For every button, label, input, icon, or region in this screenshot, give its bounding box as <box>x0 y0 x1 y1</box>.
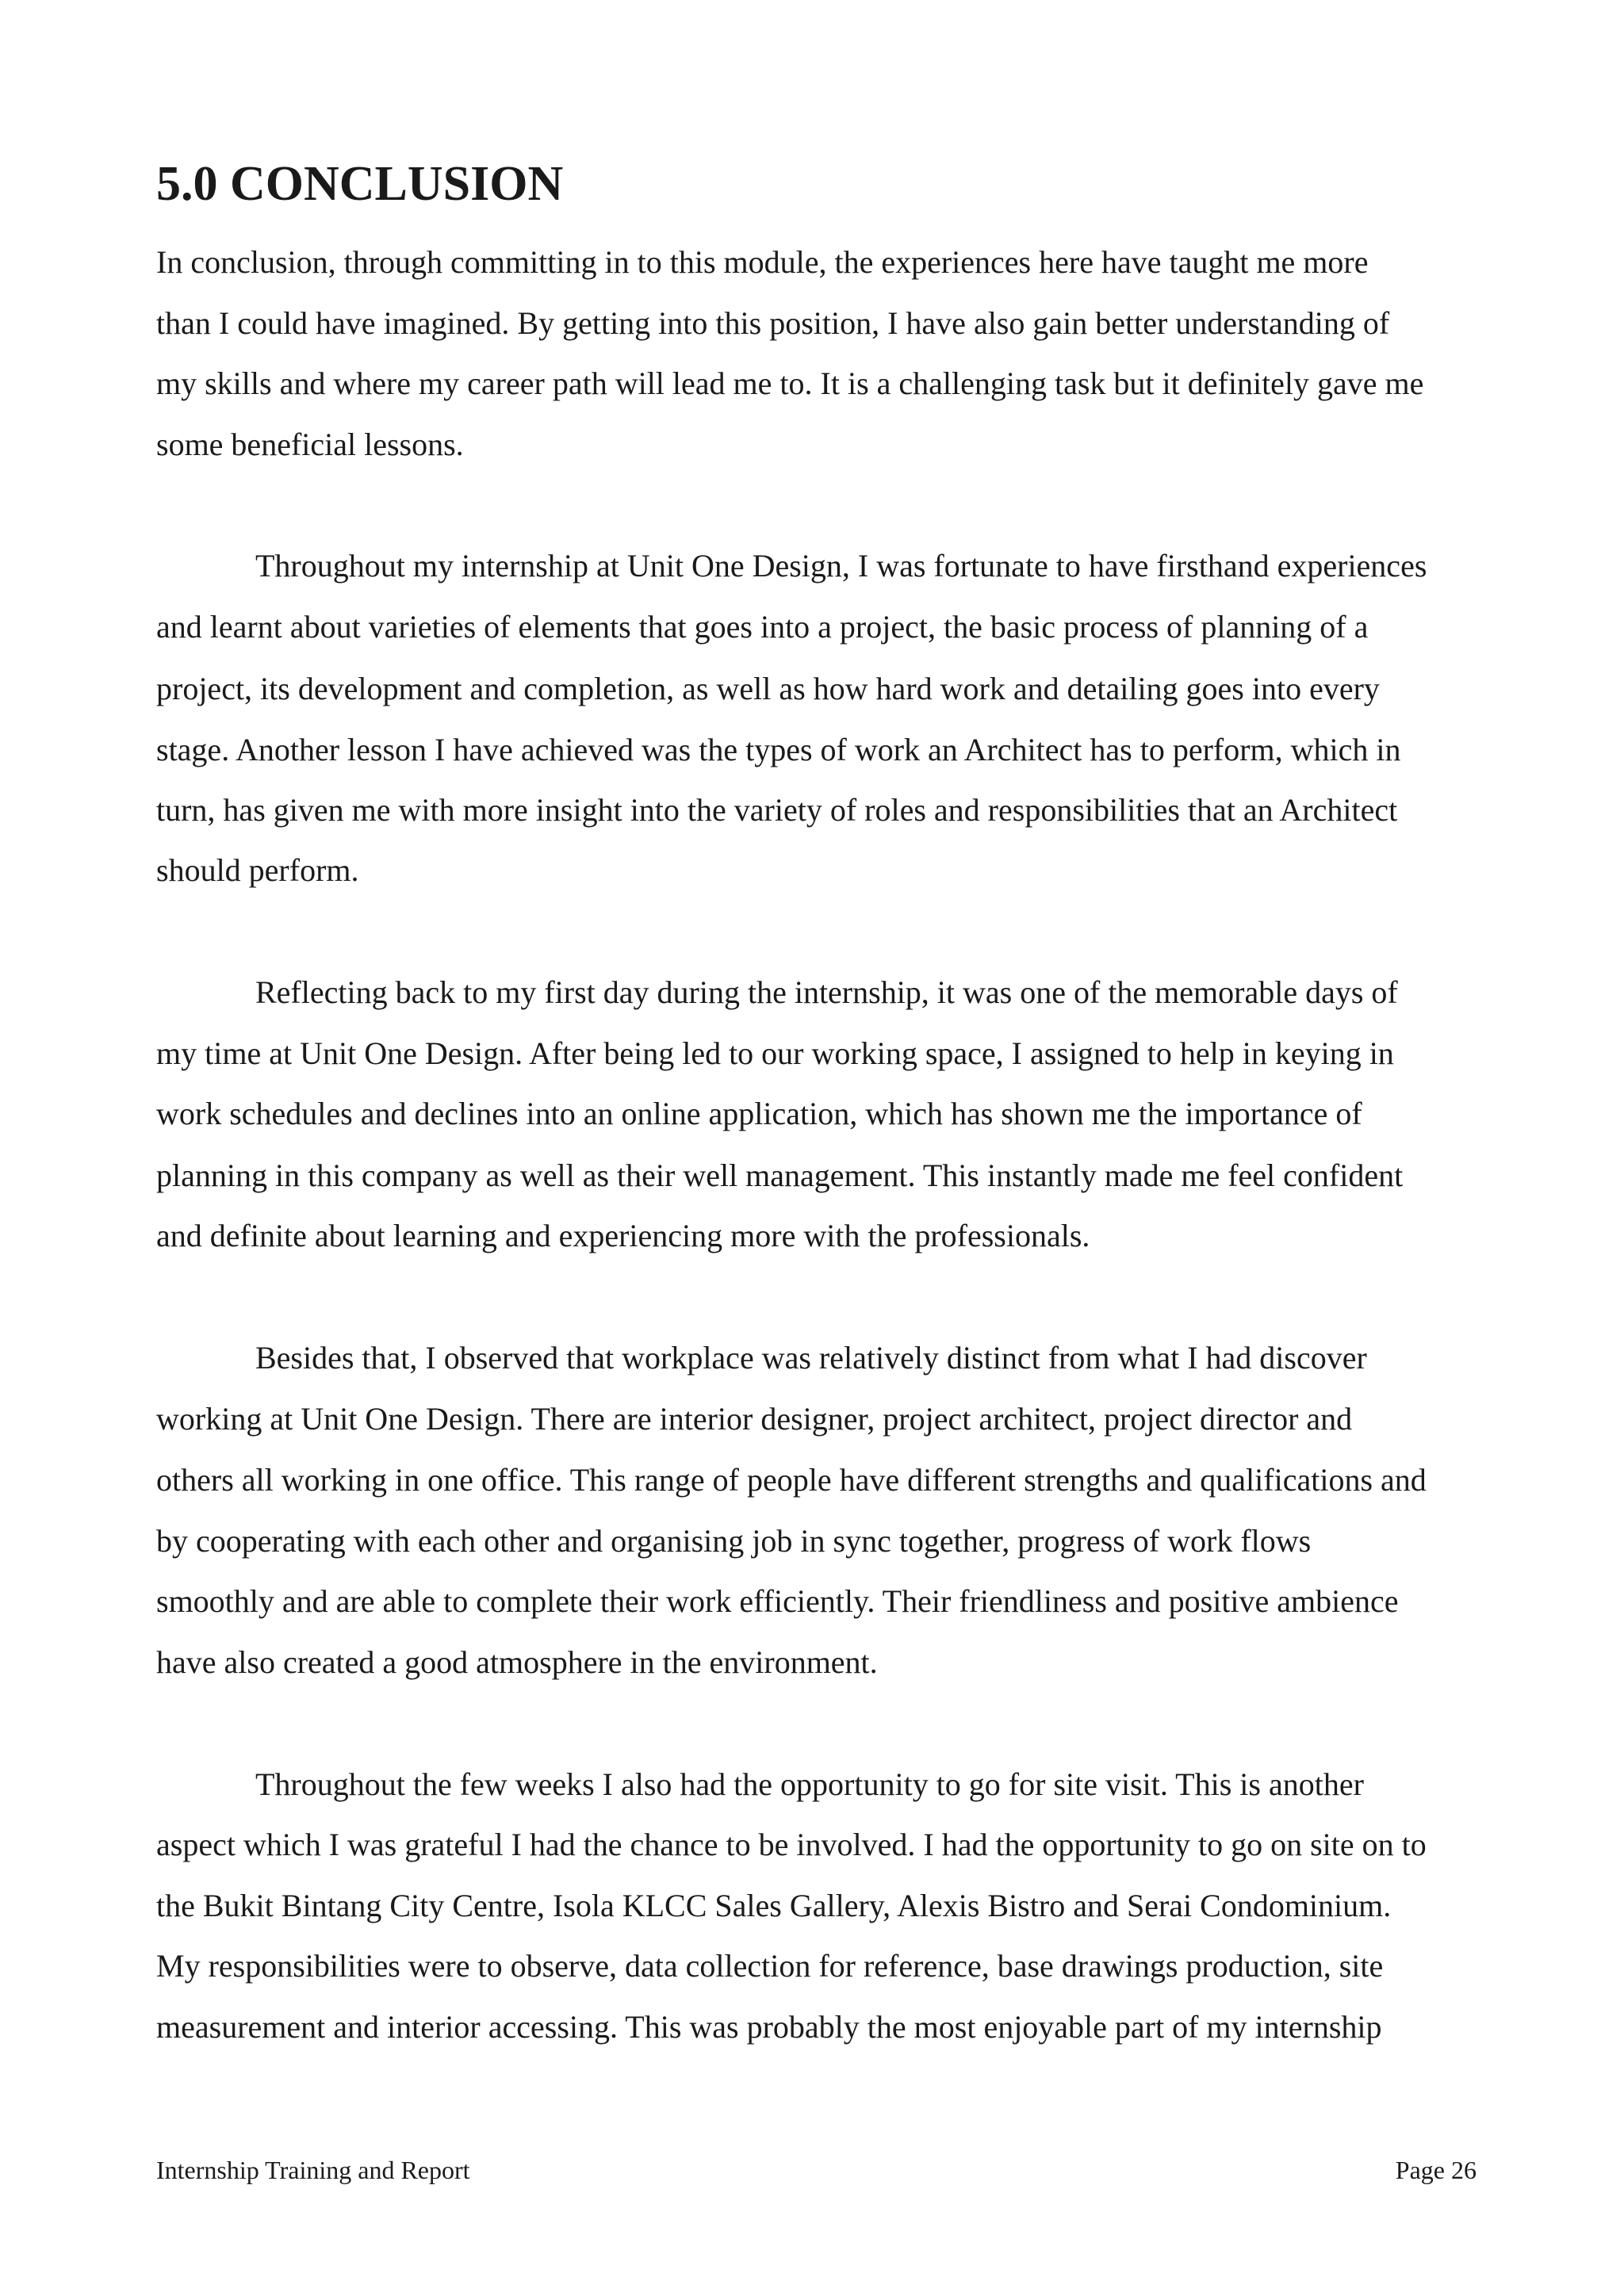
paragraph-5-line-4: My responsibilities were to observe, data collection for reference, base drawings production, site <box>156 1948 1384 1984</box>
footer-document-title: Internship Training and Report <box>156 2156 470 2184</box>
paragraph-2-line-4: stage. Another lesson I have achieved was the types of work an Architect has to perform, which in <box>156 732 1401 767</box>
paragraph-3-line-3: work schedules and declines into an online application, which has shown me the importance of <box>156 1096 1362 1131</box>
paragraph-2-line-1: Throughout my internship at Unit One Design, I was fortunate to have firsthand experiences <box>255 548 1427 584</box>
paragraph-4-line-3: others all working in one office. This range of people have different strengths and qualifications and <box>156 1462 1427 1498</box>
paragraph-1-line-1: In conclusion, through committing in to this module, the experiences here have taught me more <box>156 244 1369 280</box>
paragraph-2-line-3: project, its development and completion, as well as how hard work and detailing goes into every <box>156 671 1380 706</box>
paragraph-2-line-5: turn, has given me with more insight into the variety of roles and responsibilities that an Architect <box>156 792 1398 828</box>
paragraph-4-line-4: by cooperating with each other and organising job in sync together, progress of work flows <box>156 1523 1312 1559</box>
paragraph-4-line-6: have also created a good atmosphere in the environment. <box>156 1644 878 1680</box>
paragraph-3-line-1: Reflecting back to my first day during the internship, it was one of the memorable days of <box>255 974 1398 1010</box>
paragraph-5-line-2: aspect which I was grateful I had the chance to be involved. I had the opportunity to go on site on to <box>156 1827 1427 1862</box>
paragraph-1-line-2: than I could have imagined. By getting into this position, I have also gain better understanding of <box>156 305 1390 341</box>
section-heading: 5.0 CONCLUSION <box>156 157 564 211</box>
footer-page-number: Page 26 <box>1395 2156 1477 2184</box>
paragraph-3-line-5: and definite about learning and experiencing more with the professionals. <box>156 1218 1090 1253</box>
paragraph-5-line-5: measurement and interior accessing. This was probably the most enjoyable part of my internship <box>156 2009 1382 2045</box>
paragraph-1-line-4: some beneficial lessons. <box>156 427 464 462</box>
paragraph-5-line-1: Throughout the few weeks I also had the opportunity to go for site visit. This is another <box>255 1766 1364 1802</box>
paragraph-1-line-3: my skills and where my career path will lead me to. It is a challenging task but it definitely gave me <box>156 365 1424 401</box>
paragraph-5-line-3: the Bukit Bintang City Centre, Isola KLCC Sales Gallery, Alexis Bistro and Serai Condominium. <box>156 1888 1392 1923</box>
paragraph-2-line-2: and learnt about varieties of elements that goes into a project, the basic process of planning of a <box>156 609 1369 645</box>
paragraph-4-line-1: Besides that, I observed that workplace was relatively distinct from what I had discover <box>255 1340 1367 1376</box>
paragraph-3-line-2: my time at Unit One Design. After being led to our working space, I assigned to help in keying in <box>156 1035 1394 1071</box>
paragraph-3-line-4: planning in this company as well as their well management. This instantly made me feel confident <box>156 1158 1404 1193</box>
paragraph-4-line-5: smoothly and are able to complete their work efficiently. Their friendliness and positive ambience <box>156 1583 1399 1619</box>
paragraph-4-line-2: working at Unit One Design. There are interior designer, project architect, project director and <box>156 1401 1353 1437</box>
paragraph-2-line-6: should perform. <box>156 852 359 888</box>
